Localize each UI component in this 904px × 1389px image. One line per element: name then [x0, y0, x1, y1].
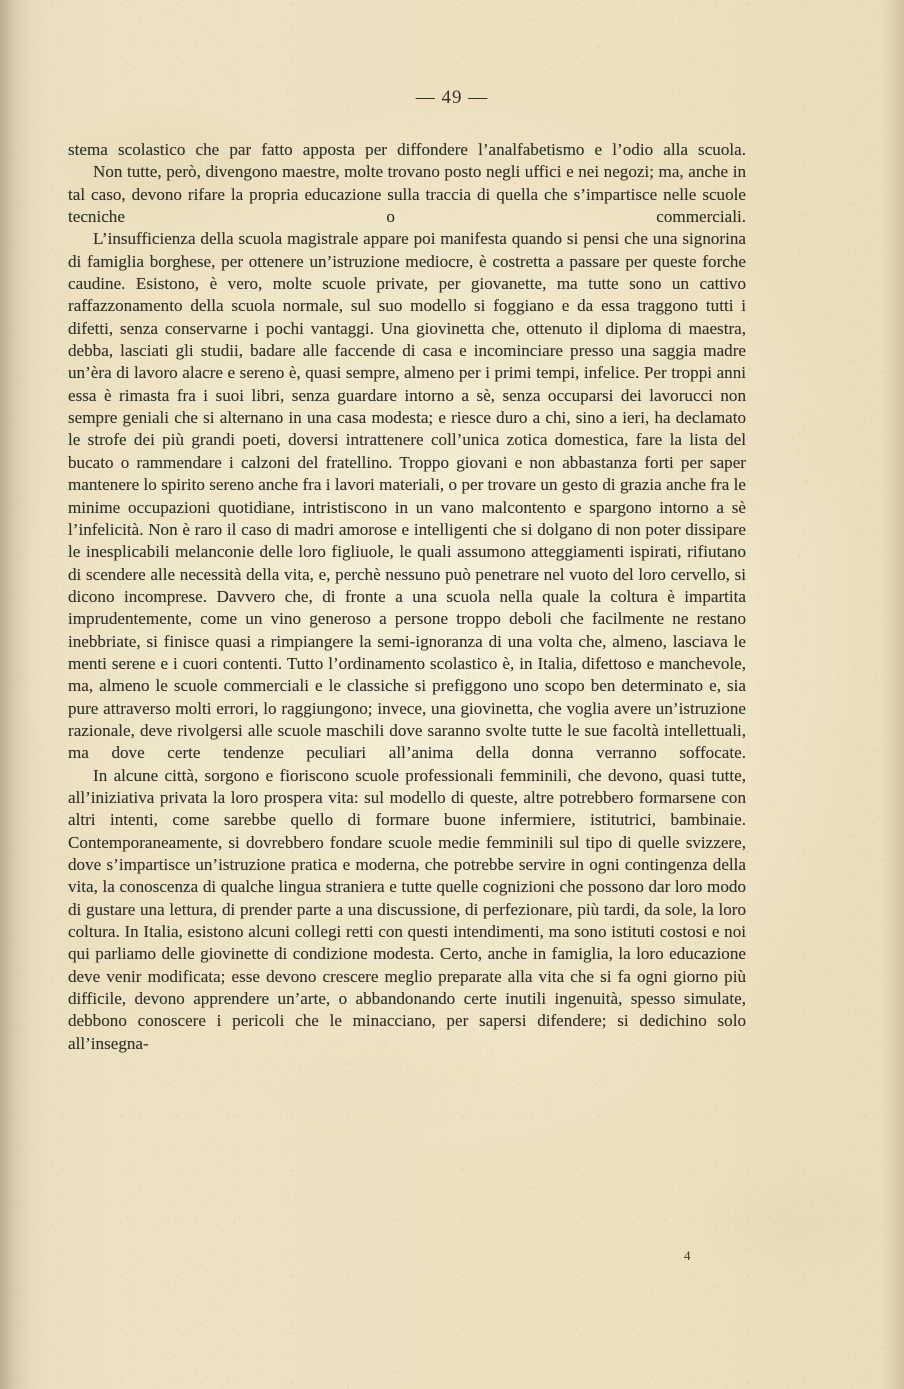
paragraph: Non tutte, però, divengono maestre, molte trovano posto negli uffici e nei negozi; ma, anche in tal caso, devono rifare la propria educazione sulla traccia di quella che s’impartisce nelle scuole tecniche o commerciali.: [68, 162, 746, 227]
signature-mark: 4: [684, 1248, 691, 1263]
body-text-block: [68, 139, 746, 1055]
left-gutter-shadow: [0, 0, 30, 1389]
page-number-header: — 49 —: [415, 87, 489, 108]
right-edge-shadow: [882, 0, 904, 1389]
paragraph: L’insufficienza della scuola magistrale appare poi manifesta quando si pensi che una signorina di famiglia borghese, per ottenere un’istruzione mediocre, è costretta a passare per queste forche caudine. Esistono, è vero, molte scuole private, per giovanette, ma tutte sono un cattivo raffazzonamento della scuola normale, sul suo modello si foggiano e da essa traggono tutti i difetti, senza conservarne i pochi vantaggi. Una giovinetta che, ottenuto il diploma di maestra, debba, lasciati gli studii, badare alle faccende di casa e incominciare presso una saggia madre un’èra di lavoro alacre e sereno è, quasi sempre, almeno per i primi tempi, infelice. Per troppi anni essa è rimasta fra i suoi libri, senza guardare intorno a sè, senza occuparsi dei lavorucci non sempre geniali che si alternano in una casa modesta; e riesce duro a chi, sino a ieri, ha declamato le strofe dei più grandi poeti, doversi intrattenere coll’unica zotica domestica, fare la lista del bucato o rammendare i calzoni del fratellino. Troppo giovani e non abbastanza forti per saper mantenere lo spirito sereno anche fra i lavori materiali, o per trovare un gesto di grazia anche fra le minime occupazioni quotidiane, intristiscono in un vano malcontento e spargono intorno a sè l’infelicità. Non è raro il caso di madri amorose e intelligenti che si dolgano di non poter dissipare le inesplicabili melanconie delle loro figliuole, le quali assumono atteggiamenti ispirati, rifiutano di scendere alle necessità della vita, e, perchè nessuno può penetrare nel vuoto del loro cervello, si dicono incomprese. Davvero che, di fronte a una scuola nella quale la coltura è impartita imprudentemente, come un vino generoso a persone troppo deboli che facilmente ne restano inebbriate, si finisce quasi a rimpiangere la semi-ignoranza di una volta che, almeno, lasciava le menti serene e i cuori contenti. Tutto l’ordinamento scolastico è, in Italia, difettoso e manchevole, ma, almeno le scuole commerciali e le classiche si prefiggono uno scopo ben determinato e, sia pure attraverso molti errori, lo raggiungono; invece, una giovinetta, che voglia avere un’istruzione razionale, deve rivolgersi alle scuole maschili dove saranno svolte tutte le sue facoltà intellettuali, ma dove certe tendenze peculiari all’anima della donna verranno soffocate.: [68, 229, 746, 763]
paragraph: In alcune città, sorgono e fioriscono scuole professionali femminili, che devono, quasi tutte, all’iniziativa privata la loro prospera vita: sul modello di queste, altre potrebbero formarsene con altri intenti, come sarebbe quello di formare buone infermiere, istitutrici, bambinaie. Contemporaneamente, si dovrebbero fondare scuole medie femminili sul tipo di quelle svizzere, dove s’impartisce un’istruzione pratica e moderna, che potrebbe servire in ogni contingenza della vita, la conoscenza di qualche lingua straniera e tutte quelle cognizioni che possono dar loro modo di gustare una lettura, di prender parte a una discussione, di perfezionare, più tardi, da sole, la loro coltura. In Italia, esistono alcuni collegi retti con questi intendimenti, ma sono istituti costosi e noi qui parliamo delle giovinette di condizione modesta. Certo, anche in famiglia, la loro educazione deve venir modificata; esse devono crescere meglio preparate alla vita che si fa ogni giorno più difficile, devono apprendere un’arte, o abbandonando certe inutili ingenuità, spesso simulate, debbono conoscere i pericoli che le minacciano, per sapersi difendere; si dedichino solo all’insegna-: [68, 765, 746, 1053]
paragraph: stema scolastico che par fatto apposta per diffondere l’analfabetismo e l’odio alla scuola.: [68, 140, 746, 159]
